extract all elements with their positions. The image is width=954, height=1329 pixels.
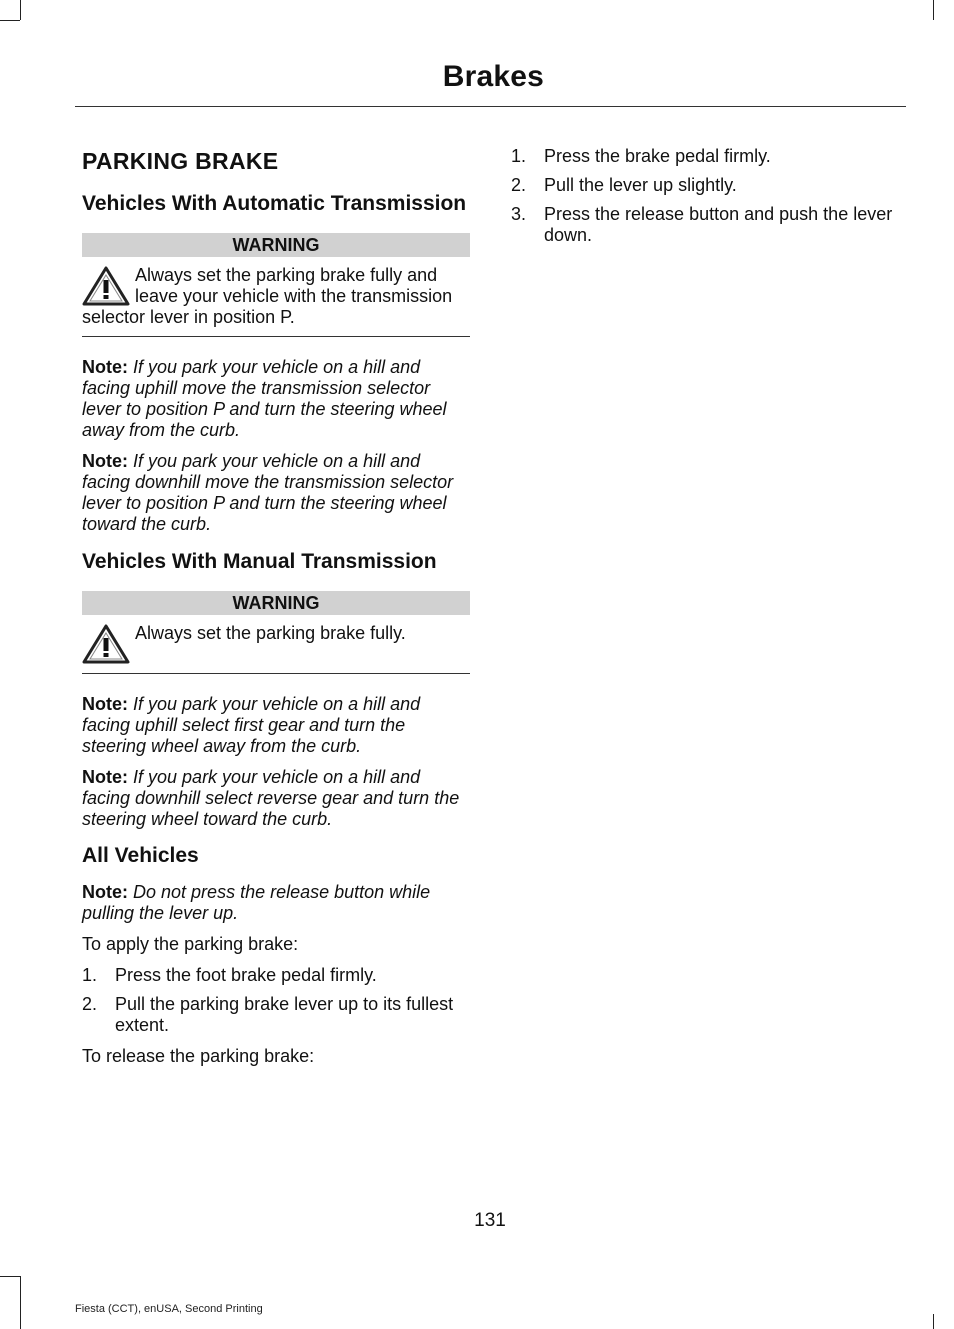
page-number: 131 <box>474 1210 506 1231</box>
release-intro: To release the parking brake: <box>82 1046 315 1066</box>
crop-mark <box>20 0 21 20</box>
subheading-automatic: Vehicles With Automatic Transmission <box>82 192 467 215</box>
list-item <box>511 204 906 246</box>
list-item <box>82 994 470 1036</box>
list-item <box>511 175 906 196</box>
note-text: If you park your vehicle on a hill and facing downhill move the transmission selector lever to position P and turn the steering wheel toward the curb. <box>82 451 454 534</box>
crop-mark <box>0 20 20 21</box>
warning-label: WARNING <box>82 233 470 257</box>
note-label: Note: <box>82 357 128 377</box>
note-label: Note: <box>82 882 128 902</box>
warning-triangle-icon <box>82 623 130 665</box>
list-number: 3. <box>511 204 527 224</box>
note <box>82 767 470 830</box>
list-text: Press the release button and push the lever down. <box>544 204 893 245</box>
subheading-manual: Vehicles With Manual Transmission <box>82 550 437 573</box>
apply-intro: To apply the parking brake: <box>82 934 299 954</box>
note <box>82 357 470 441</box>
warning-text: Always set the parking brake fully and leave your vehicle with the transmission selector lever in position P. <box>82 265 453 327</box>
note-text: If you park your vehicle on a hill and facing uphill move the transmission selector lever to position P and turn the steering wheel away from the curb. <box>82 357 447 440</box>
warning-label: WARNING <box>82 591 470 615</box>
note-label: Note: <box>82 451 128 471</box>
warning-text: Always set the parking brake fully. <box>135 623 406 643</box>
crop-mark <box>933 0 934 20</box>
list-number: 2. <box>511 175 527 195</box>
crop-mark <box>20 1276 21 1329</box>
right-column <box>511 146 906 256</box>
page-title: Brakes <box>442 60 544 93</box>
note-text: Do not press the release button while pulling the lever up. <box>82 882 431 923</box>
list-text: Press the foot brake pedal firmly. <box>115 965 377 985</box>
section-title: PARKING BRAKE <box>82 148 279 174</box>
note-label: Note: <box>82 694 128 714</box>
list-number: 2. <box>82 994 98 1014</box>
warning-box <box>82 265 470 337</box>
list-item <box>511 146 906 167</box>
note-text: If you park your vehicle on a hill and facing downhill select reverse gear and turn the steering wheel toward the curb. <box>82 767 460 829</box>
note <box>82 694 470 757</box>
note-text: If you park your vehicle on a hill and facing uphill select first gear and turn the steering wheel away from the curb. <box>82 694 421 756</box>
list-text: Press the brake pedal firmly. <box>544 146 771 166</box>
list-text: Pull the parking brake lever up to its fullest extent. <box>115 994 454 1035</box>
crop-mark <box>933 1314 934 1329</box>
note <box>82 451 470 535</box>
list-number: 1. <box>82 965 98 985</box>
note-label: Note: <box>82 767 128 787</box>
crop-mark <box>0 1276 20 1277</box>
footer-text: Fiesta (CCT), enUSA, Second Printing <box>75 1303 263 1315</box>
warning-triangle-icon <box>82 265 130 307</box>
title-divider <box>75 106 906 107</box>
release-steps-list <box>511 146 906 246</box>
left-column <box>82 140 470 1077</box>
warning-box <box>82 623 470 674</box>
apply-steps-list <box>82 965 470 1036</box>
list-text: Pull the lever up slightly. <box>544 175 737 195</box>
list-number: 1. <box>511 146 527 166</box>
list-item <box>82 965 470 986</box>
note <box>82 882 470 924</box>
subheading-all-vehicles: All Vehicles <box>82 844 199 867</box>
